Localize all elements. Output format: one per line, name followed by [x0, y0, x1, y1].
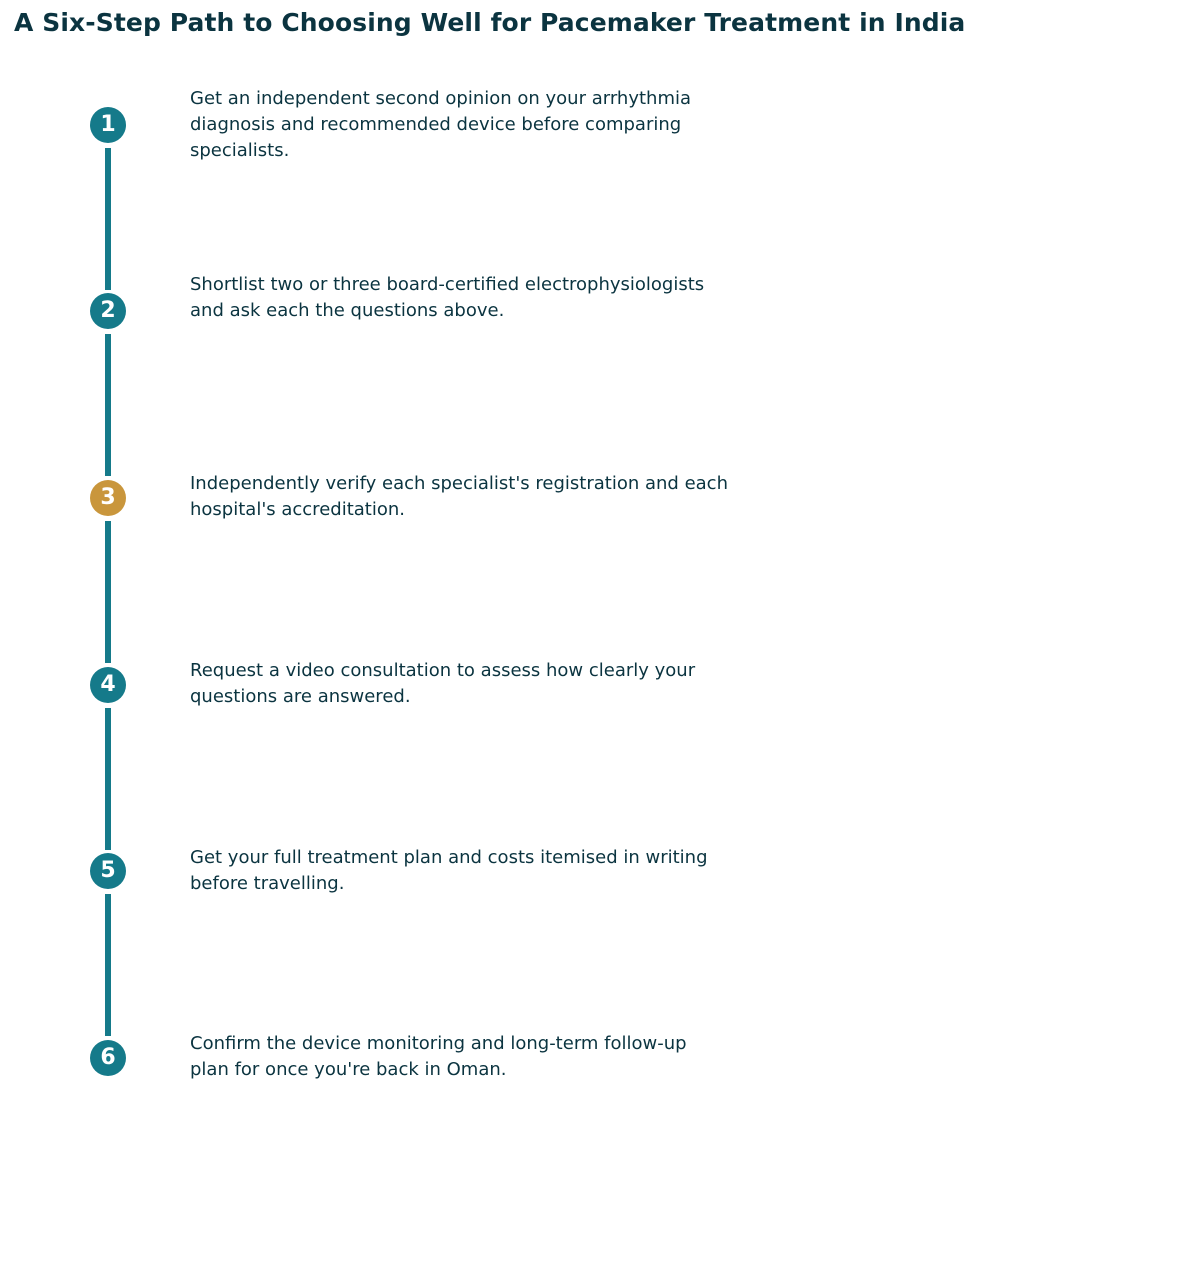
step-number-badge: 4 — [90, 667, 126, 703]
connector-2-3 — [105, 334, 111, 476]
step-number-badge: 6 — [90, 1040, 126, 1076]
step-text: Confirm the device monitoring and long-term follow-up plan for once you're back in Oman. — [190, 1033, 687, 1080]
connector-4-5 — [105, 708, 111, 850]
connector-3-4 — [105, 521, 111, 663]
step-text: Get an independent second opinion on your arrhythmia diagnosis and recommended device before comparing specialists. — [190, 88, 692, 161]
step-number-badge: 2 — [90, 293, 126, 329]
step-text: Shortlist two or three board-certified electrophysiologists and ask each the questions above. — [190, 274, 705, 321]
connector-1-2 — [105, 148, 111, 290]
step-number-badge: 5 — [90, 853, 126, 889]
step-text: Request a video consultation to assess how clearly your questions are answered. — [190, 660, 696, 707]
connector-5-6 — [105, 894, 111, 1036]
step-text: Get your full treatment plan and costs itemised in writing before travelling. — [190, 847, 708, 894]
step-number-badge-highlighted: 3 — [90, 480, 126, 516]
diagram-title: A Six-Step Path to Choosing Well for Pacemaker Treatment in India — [14, 8, 966, 37]
step-text: Independently verify each specialist's registration and each hospital's accreditation. — [190, 473, 728, 520]
step-number-badge: 1 — [90, 107, 126, 143]
